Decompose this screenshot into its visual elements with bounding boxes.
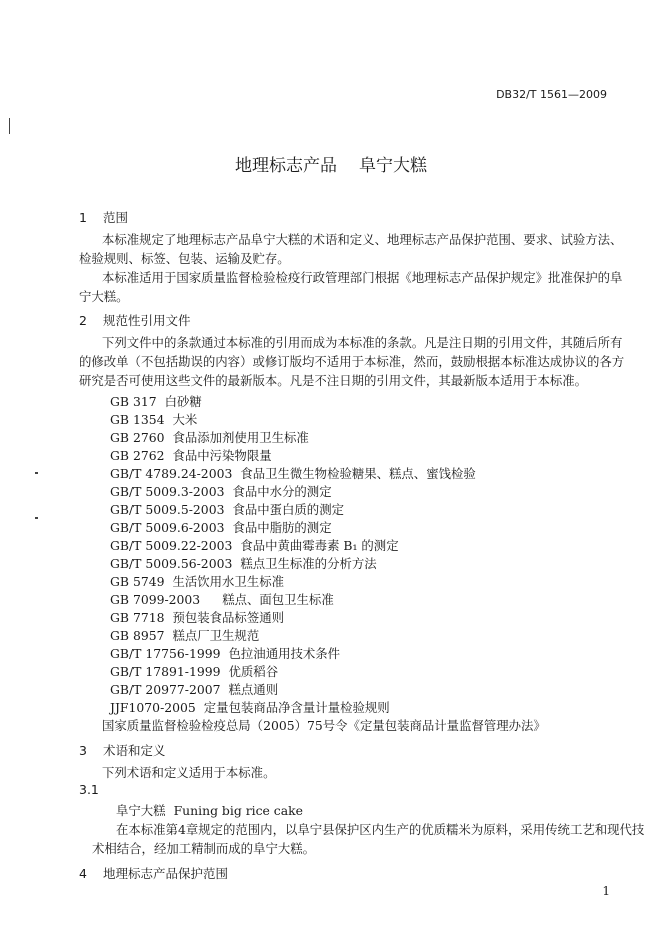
reference-title: 优质稻谷 <box>228 664 279 679</box>
reference-item <box>110 590 334 608</box>
paragraph-line: 的修改单（不包括勘误的内容）或修订版均不适用于本标准，然而，鼓励根据本标准达成协议的各方 <box>79 354 625 369</box>
reference-code: GB/T 17891-1999 <box>110 664 221 679</box>
reference-title: 食品中污染物限量 <box>172 448 272 463</box>
reference-title: 食品卫生微生物检验糖果、糕点、蜜饯检验 <box>240 466 476 481</box>
reference-item <box>110 698 390 716</box>
reference-code: GB 7718 <box>110 610 165 625</box>
reference-code: GB 2762 <box>110 448 165 463</box>
section-number: 3 <box>79 743 87 758</box>
reference-code: GB/T 5009.5-2003 <box>110 502 225 517</box>
reference-code: GB 2760 <box>110 430 165 445</box>
section-1-heading <box>79 208 128 226</box>
reference-item <box>110 392 202 410</box>
title-part-1: 地理标志产品 <box>235 156 337 176</box>
reference-item <box>110 644 340 662</box>
reference-code: GB/T 5009.6-2003 <box>110 520 225 535</box>
scan-mark <box>35 472 38 474</box>
reference-code: GB/T 5009.56-2003 <box>110 556 233 571</box>
reference-item <box>110 554 377 572</box>
paragraph-line: 术相结合，经加工精制而成的阜宁大糕。 <box>92 841 316 856</box>
reference-title: 生活饮用水卫生标准 <box>172 574 284 589</box>
reference-title: 白砂糖 <box>164 394 202 409</box>
reference-code: GB 317 <box>110 394 157 409</box>
reference-title: 食品添加剂使用卫生标准 <box>172 430 309 445</box>
reference-code: GB 1354 <box>110 412 165 427</box>
page-title <box>0 151 662 176</box>
reference-item <box>110 572 284 590</box>
section-title: 地理标志产品保护范围 <box>103 866 229 881</box>
reference-item <box>110 500 344 518</box>
reference-item <box>110 608 284 626</box>
term-name-zh: 阜宁大糕 <box>116 803 166 818</box>
reference-item <box>110 464 476 482</box>
reference-title: 食品中黄曲霉毒素 B₁ 的测定 <box>240 538 399 553</box>
reference-title: 糕点通则 <box>228 682 279 697</box>
paragraph-line: 检验规则、标签、包装、运输及贮存。 <box>79 251 290 266</box>
paragraph-line: 宁大糕。 <box>79 289 129 304</box>
reference-code: GB/T 5009.3-2003 <box>110 484 225 499</box>
reference-item <box>110 626 259 644</box>
paragraph-line: 下列文件中的条款通过本标准的引用而成为本标准的条款。凡是注日期的引用文件，其随后所有 <box>102 335 623 350</box>
reference-title: 食品中蛋白质的测定 <box>232 502 344 517</box>
reference-title: 预包装食品标签通则 <box>172 610 284 625</box>
paragraph-line: 下列术语和定义适用于本标准。 <box>102 765 276 780</box>
reference-item <box>110 662 278 680</box>
term-entry <box>116 801 303 819</box>
reference-title: 定量包装商品净含量计量检验规则 <box>203 700 390 715</box>
section-title: 范围 <box>103 210 129 225</box>
term-name-en: Funing big rice cake <box>173 803 303 818</box>
reference-item <box>110 536 399 554</box>
section-3-heading <box>79 741 166 759</box>
paragraph-line: 本标准适用于国家质量监督检验检疫行政管理部门根据《地理标志产品保护规定》批准保护的阜 <box>102 270 623 285</box>
paragraph-line: 研究是否可使用这些文件的最新版本。凡是不注日期的引用文件，其最新版本适用于本标准。 <box>79 373 588 388</box>
reference-item <box>110 680 278 698</box>
section-number: 4 <box>79 866 87 881</box>
section-2-heading <box>79 311 191 329</box>
reference-code: GB/T 4789.24-2003 <box>110 466 233 481</box>
reference-title: 大米 <box>172 412 198 427</box>
section-4-heading <box>79 864 228 882</box>
reference-code: GB/T 20977-2007 <box>110 682 221 697</box>
section-title: 规范性引用文件 <box>103 313 191 328</box>
reference-item <box>110 518 332 536</box>
reference-title: 糕点、面包卫生标准 <box>222 592 334 607</box>
reference-item <box>110 410 197 428</box>
reference-code: GB 5749 <box>110 574 165 589</box>
reference-title: 糕点卫生标准的分析方法 <box>240 556 377 571</box>
reference-code: 国家质量监督检验检疫总局（2005）75号令 <box>102 718 348 733</box>
reference-item <box>110 482 332 500</box>
reference-item <box>102 716 546 734</box>
section-title: 术语和定义 <box>103 743 166 758</box>
reference-item <box>110 428 309 446</box>
title-part-2: 阜宁大糕 <box>359 156 427 176</box>
reference-code: GB/T 5009.22-2003 <box>110 538 233 553</box>
paragraph-line: 本标准规定了地理标志产品阜宁大糕的术语和定义、地理标志产品保护范围、要求、试验方法、 <box>102 232 623 247</box>
reference-code: GB 8957 <box>110 628 165 643</box>
reference-item <box>110 446 272 464</box>
page-number: 1 <box>602 884 610 898</box>
clause-number: 3.1 <box>79 782 99 797</box>
document-code: DB32/T 1561—2009 <box>496 88 607 101</box>
reference-code: GB 7099-2003 <box>110 592 201 607</box>
paragraph-line: 在本标准第4章规定的范围内，以阜宁县保护区内生产的优质糯米为原料，采用传统工艺和现代技 <box>116 822 645 837</box>
section-number: 2 <box>79 313 87 328</box>
reference-code: JJF1070-2005 <box>110 700 196 715</box>
reference-code: GB/T 17756-1999 <box>110 646 221 661</box>
reference-title: 糕点厂卫生规范 <box>172 628 260 643</box>
reference-title: 食品中水分的测定 <box>232 484 332 499</box>
reference-title: 色拉油通用技术条件 <box>228 646 341 661</box>
reference-title: 《定量包装商品计量监督管理办法》 <box>347 718 546 733</box>
reference-title: 食品中脂肪的测定 <box>232 520 332 535</box>
scan-mark <box>35 517 38 519</box>
scan-mark <box>9 118 10 134</box>
section-number: 1 <box>79 210 87 225</box>
